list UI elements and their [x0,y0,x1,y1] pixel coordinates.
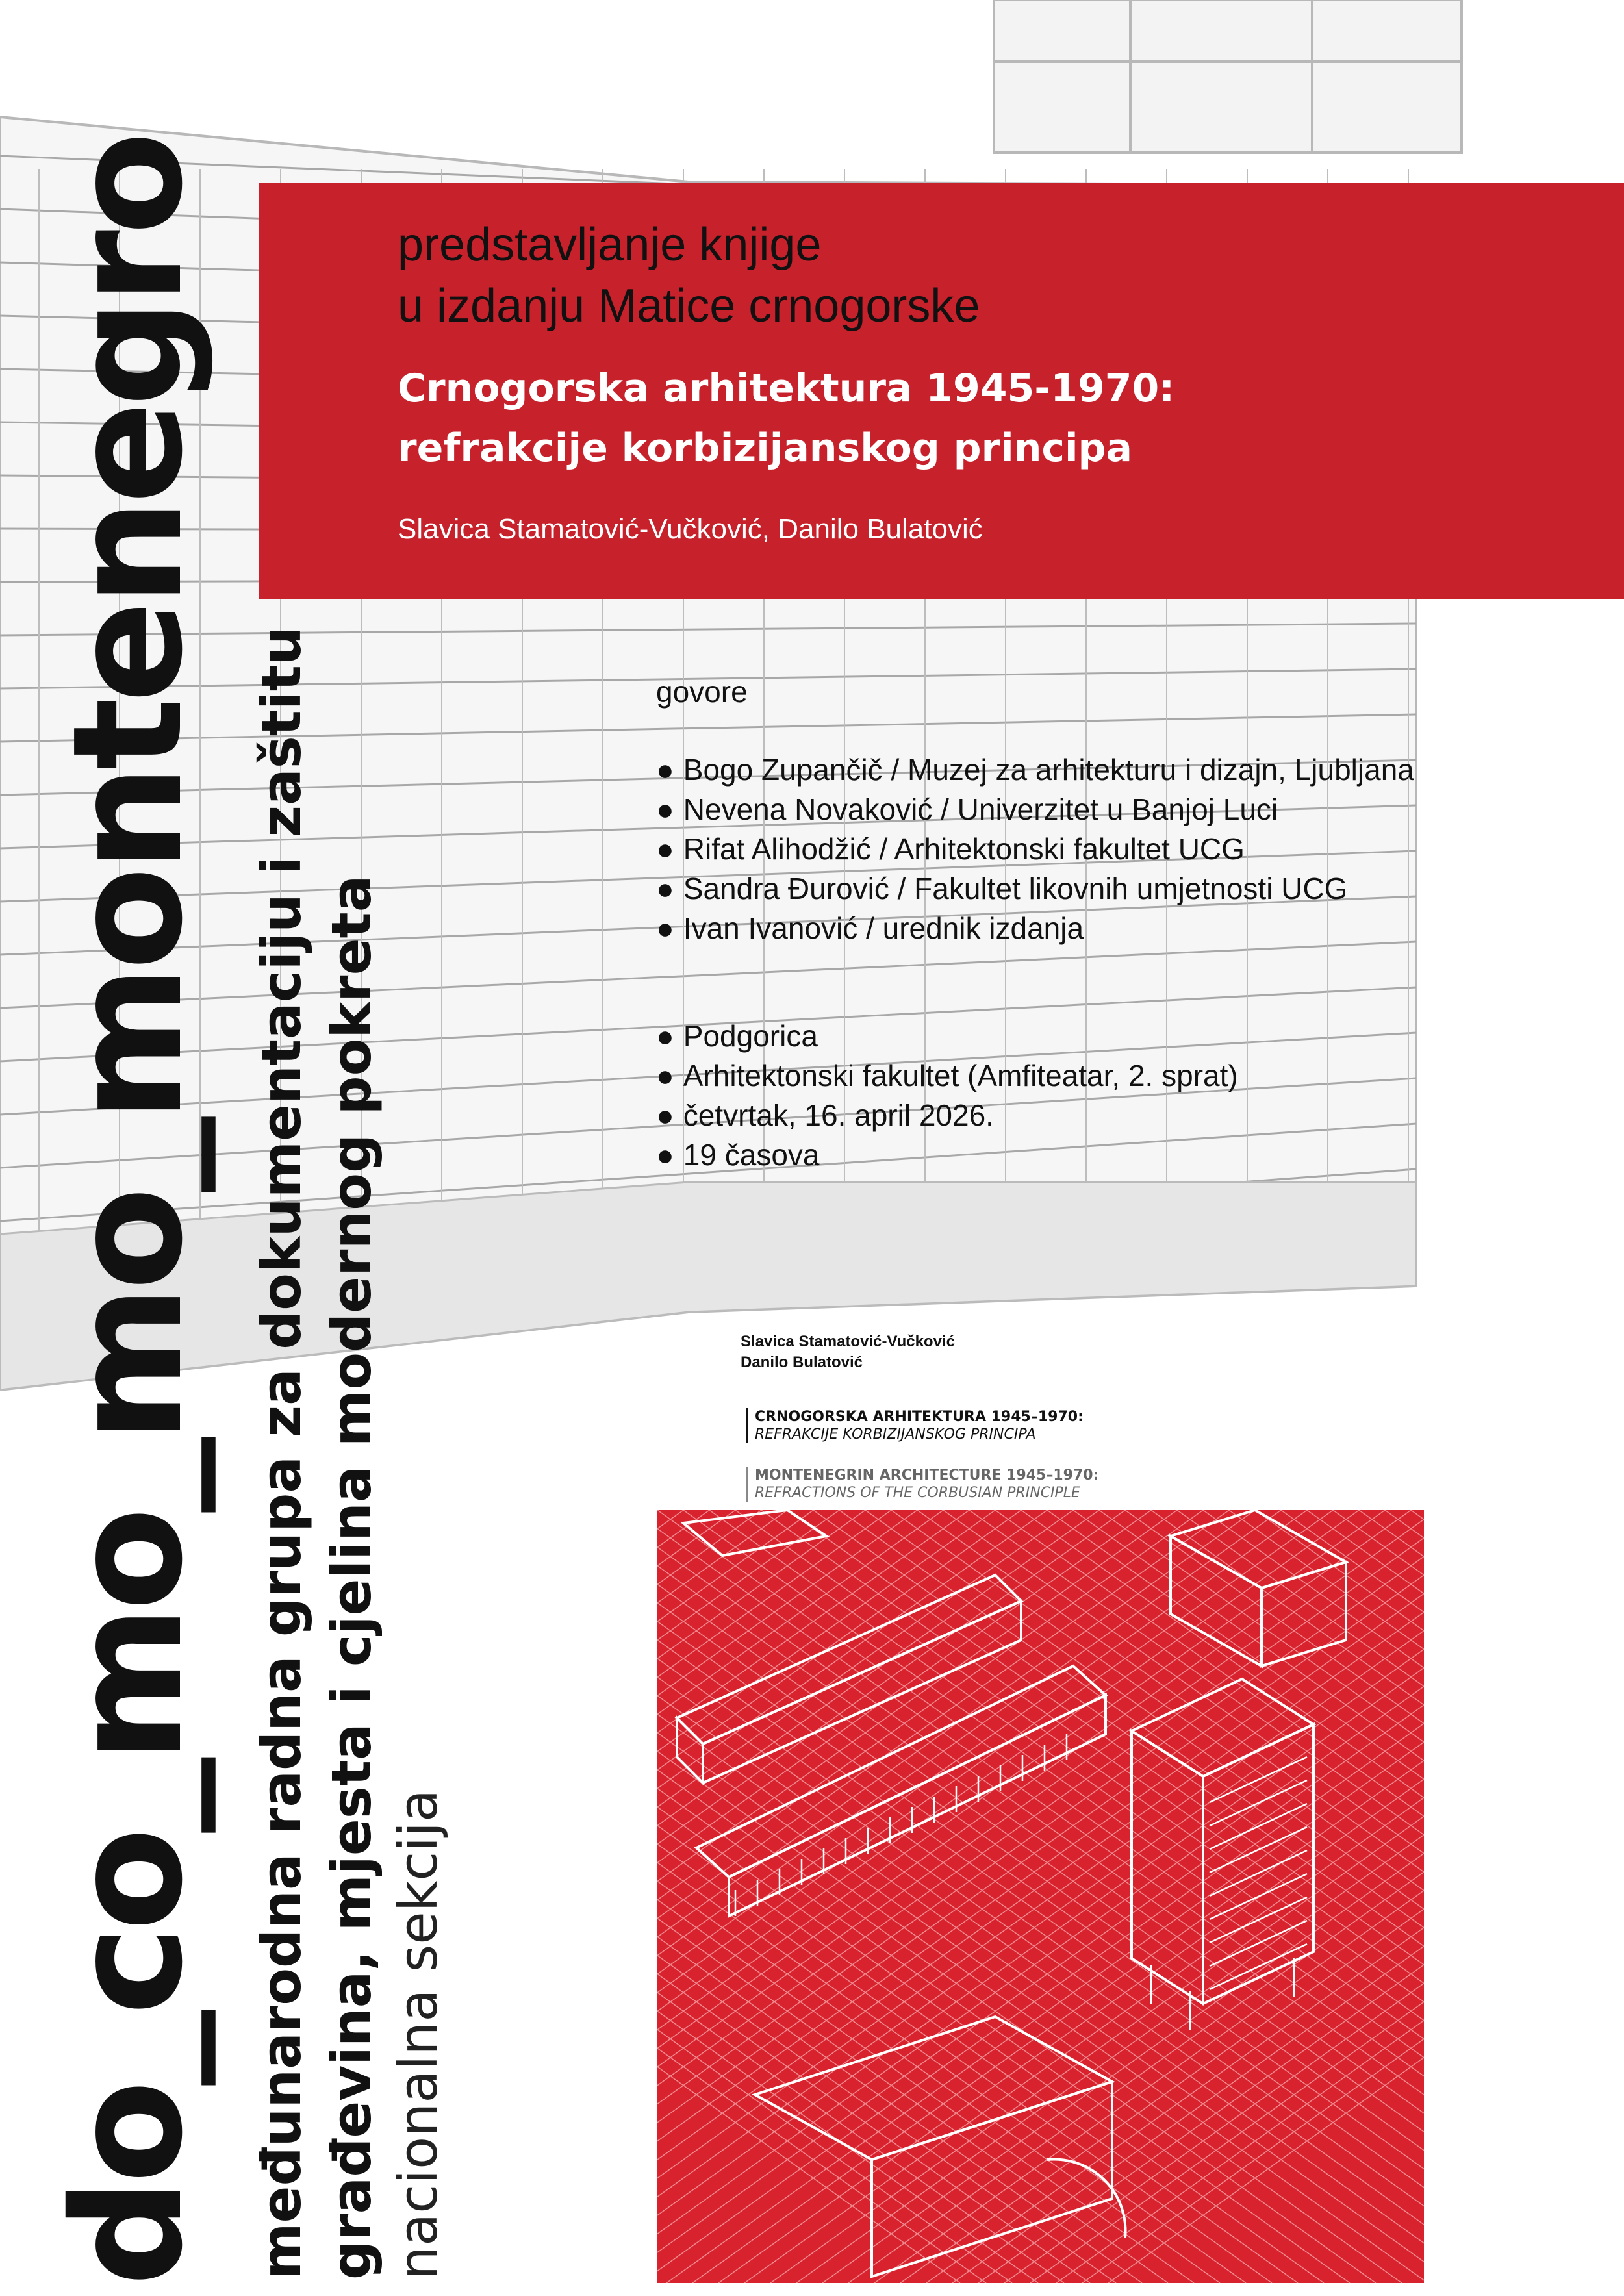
speakers-list [656,750,1414,948]
book-title [398,359,1606,478]
org-description-line-2: građevina, mjesta i cjelina modernog pokreta [320,875,383,2280]
speaker-text: Nevena Novaković / Univerzitet u Banjoj Luci [683,792,1278,826]
event-time: ● 19 časova [656,1135,1238,1175]
speaker-text: Sandra Đurović / Fakultet likovnih umjetnosti UCG [683,872,1348,905]
bullet-icon: ● [656,1138,674,1172]
bullet-icon: ● [656,1059,674,1092]
bullet-icon: ● [656,1098,674,1132]
speaker-item [656,869,1414,909]
cover-title-montenegrin [746,1408,1084,1443]
bullet-icon: ● [656,911,674,945]
speaker-item [656,750,1414,790]
book-authors: Slavica Stamatović-Vučković, Danilo Bulatović [398,513,983,545]
speaker-item [656,829,1414,869]
event-details [656,1016,1238,1175]
event-location-city: ● Podgorica [656,1016,1238,1056]
speaker-text: Bogo Zupančič / Muzej za arhitekturu i dizajn, Ljubljana [683,753,1414,787]
speaker-text: Rifat Alihodžić / Arhitektonski fakultet UCG [683,832,1245,866]
cover-author-2: Danilo Bulatović [741,1354,863,1371]
cover-title-english [746,1467,1098,1502]
book-cover-header [656,1331,1423,1501]
cover-title-me-line: CRNOGORSKA ARHITEKTURA 1945–1970: [755,1409,1084,1425]
bullet-icon: ● [656,792,674,826]
speaker-text: Ivan Ivanović / urednik izdanja [683,911,1084,945]
cover-author-1: Slavica Stamatović-Vučković [741,1333,955,1350]
org-description-line-1: međunarodna radna grupa za dokumentaciju i zaštitu [249,626,313,2280]
docomomo-logo: do_co_mo_mo_montenegro [40,136,216,2286]
subtitle-line-1: predstavljanje knjige [398,219,822,271]
national-section-label: nacionalna sekcija [388,1789,450,2280]
event-venue: ● Arhitektonski fakultet (Amfiteatar, 2. sprat) [656,1056,1238,1096]
speakers-heading: govore [656,675,748,709]
bullet-icon: ● [656,1019,674,1053]
cover-title-en-line: MONTENEGRIN ARCHITECTURE 1945–1970: [755,1467,1099,1483]
event-subtitle [398,214,1567,336]
event-date: ● četvrtak, 16. april 2026. [656,1096,1238,1135]
cover-subtitle-me-line: REFRAKCIJE KORBIZIJANSKOG PRINCIPA [755,1426,1036,1443]
book-title-line-1: Crnogorska arhitektura 1945-1970: [398,366,1175,411]
bullet-icon: ● [656,832,674,866]
book-cover-axonometric-illustration [657,1510,1424,2283]
subtitle-line-2: u izdanju Matice crnogorske [398,280,980,332]
bullet-icon: ● [656,872,674,905]
bullet-icon: ● [656,753,674,787]
speaker-item [656,909,1414,948]
speaker-item [656,790,1414,829]
book-title-line-2: refrakcije korbizijanskog principa [398,425,1132,471]
cover-subtitle-en-line: REFRACTIONS OF THE CORBUSIAN PRINCIPLE [755,1485,1080,1501]
